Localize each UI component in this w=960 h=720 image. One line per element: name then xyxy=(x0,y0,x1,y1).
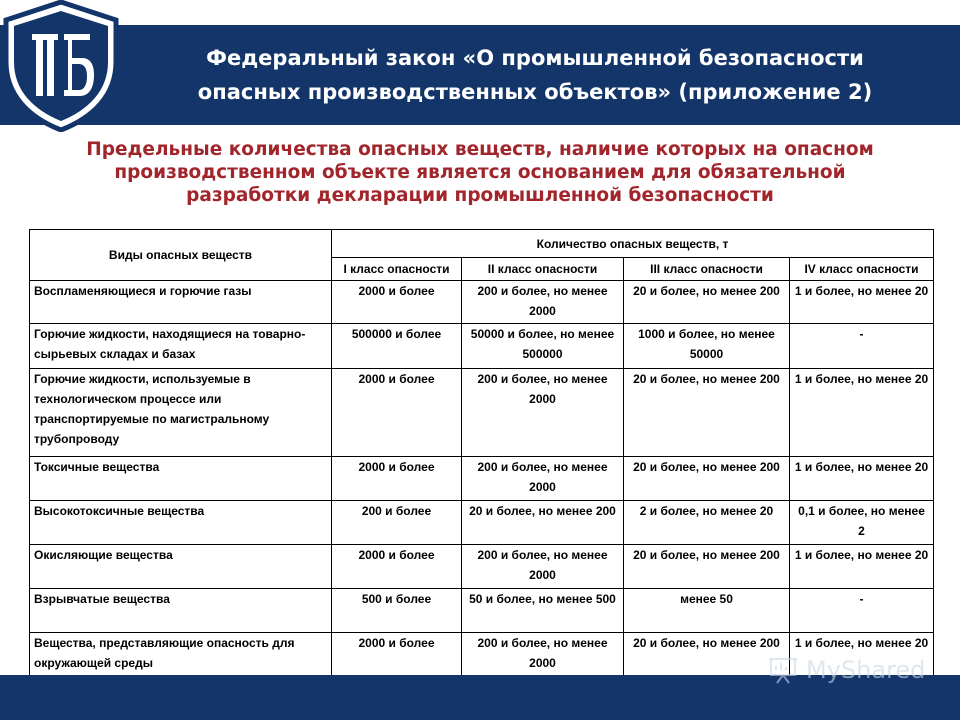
table-row xyxy=(30,457,934,501)
row-substance: Вещества, представляющие опасность для окружающей среды xyxy=(30,633,332,677)
hazardous-substances-table xyxy=(29,229,934,677)
table-row xyxy=(30,501,934,545)
cell-class-1: 2000 и более xyxy=(332,545,462,589)
row-substance: Горючие жидкости, используемые в технологическом процессе или транспортируемые по магистральному трубопроводу xyxy=(30,369,332,457)
cell-class-3: менее 50 xyxy=(624,589,790,633)
slide-header xyxy=(0,0,960,127)
row-substance: Воспламеняющиеся и горючие газы xyxy=(30,281,332,324)
cell-class-4: 1 и более, но менее 20 xyxy=(790,545,934,589)
header-class-3: III класс опасности xyxy=(624,258,790,281)
cell-class-3: 20 и более, но менее 200 xyxy=(624,545,790,589)
cell-class-3: 2 и более, но менее 20 xyxy=(624,501,790,545)
table-row xyxy=(30,545,934,589)
cell-class-1: 500 и более xyxy=(332,589,462,633)
cell-class-3: 20 и более, но менее 200 xyxy=(624,281,790,324)
table-row xyxy=(30,369,934,457)
row-substance: Окисляющие вещества xyxy=(30,545,332,589)
cell-class-1: 2000 и более xyxy=(332,369,462,457)
cell-class-1: 200 и более xyxy=(332,501,462,545)
header-class-2: II класс опасности xyxy=(462,258,624,281)
cell-class-4: 1 и более, но менее 20 xyxy=(790,633,934,677)
header-class-4: IV класс опасности xyxy=(790,258,934,281)
watermark xyxy=(768,655,925,685)
shield-logo-icon xyxy=(2,0,120,132)
cell-class-4: - xyxy=(790,589,934,633)
cell-class-3: 20 и более, но менее 200 xyxy=(624,369,790,457)
header-quantity: Количество опасных веществ, т xyxy=(332,230,934,258)
cell-class-1: 2000 и более xyxy=(332,457,462,501)
cell-class-3: 1000 и более, но менее 50000 xyxy=(624,324,790,369)
slide-subtitle xyxy=(40,138,920,207)
row-substance: Токсичные вещества xyxy=(30,457,332,501)
cell-class-2: 200 и более, но менее 2000 xyxy=(462,457,624,501)
cell-class-2: 50 и более, но менее 500 xyxy=(462,589,624,633)
cell-class-2: 50000 и более, но менее 500000 xyxy=(462,324,624,369)
cell-class-2: 200 и более, но менее 2000 xyxy=(462,633,624,677)
table-row xyxy=(30,281,934,324)
subtitle-line-3: разработки декларации промышленной безопасности xyxy=(186,185,774,206)
subtitle-line-1: Предельные количества опасных веществ, наличие которых на опасном xyxy=(86,139,874,160)
cell-class-4: 1 и более, но менее 20 xyxy=(790,369,934,457)
title-line-1: Федеральный закон «О промышленной безопасности xyxy=(206,46,864,70)
cell-class-1: 2000 и более xyxy=(332,281,462,324)
cell-class-4: 1 и более, но менее 20 xyxy=(790,457,934,501)
title-block xyxy=(120,25,950,125)
cell-class-4: - xyxy=(790,324,934,369)
table-row xyxy=(30,589,934,633)
header-substance: Виды опасных веществ xyxy=(30,230,332,281)
subtitle-line-2: производственном объекте является основанием для обязательной xyxy=(114,162,846,183)
watermark-text: MyShared xyxy=(806,656,926,684)
presentation-icon xyxy=(768,655,798,685)
row-substance: Взрывчатые вещества xyxy=(30,589,332,633)
table-header-row xyxy=(30,230,934,258)
cell-class-3: 20 и более, но менее 200 xyxy=(624,633,790,677)
cell-class-2: 200 и более, но менее 2000 xyxy=(462,369,624,457)
cell-class-1: 2000 и более xyxy=(332,633,462,677)
title-line-2: опасных производственных объектов» (приложение 2) xyxy=(197,80,873,104)
header-class-1: I класс опасности xyxy=(332,258,462,281)
row-substance: Горючие жидкости, находящиеся на товарно-сырьевых складах и базах xyxy=(30,324,332,369)
cell-class-2: 20 и более, но менее 200 xyxy=(462,501,624,545)
cell-class-2: 200 и более, но менее 2000 xyxy=(462,545,624,589)
cell-class-4: 0,1 и более, но менее 2 xyxy=(790,501,934,545)
cell-class-4: 1 и более, но менее 20 xyxy=(790,281,934,324)
table-row xyxy=(30,324,934,369)
cell-class-3: 20 и более, но менее 200 xyxy=(624,457,790,501)
cell-class-2: 200 и более, но менее 2000 xyxy=(462,281,624,324)
cell-class-1: 500000 и более xyxy=(332,324,462,369)
row-substance: Высокотоксичные вещества xyxy=(30,501,332,545)
